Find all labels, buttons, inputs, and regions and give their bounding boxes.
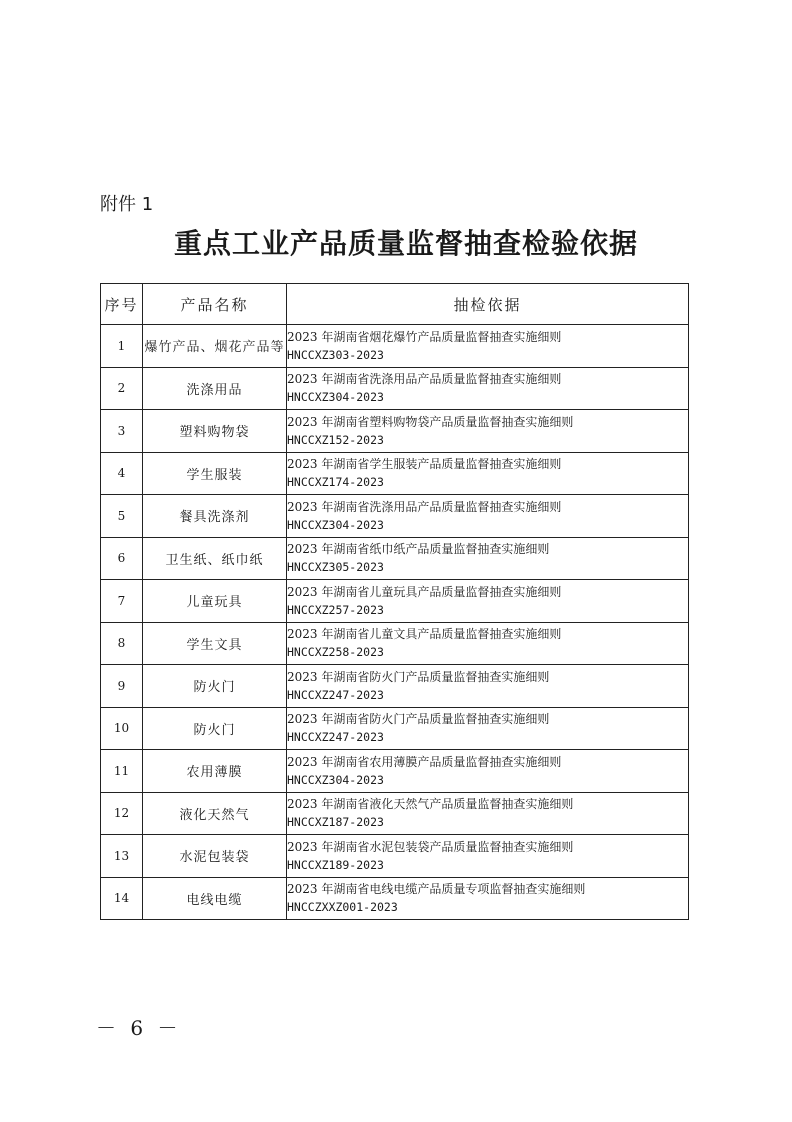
table-row	[101, 877, 689, 920]
row-basis	[287, 537, 689, 580]
basis-title: 2023 年湖南省儿童文具产品质量监督抽查实施细则	[287, 627, 562, 642]
basis-title: 2023 年湖南省纸巾纸产品质量监督抽查实施细则	[287, 542, 550, 557]
basis-code: HNCCXZ304-2023	[287, 772, 384, 787]
basis-code: HNCCXZ189-2023	[287, 857, 384, 872]
row-product: 水泥包装袋	[143, 835, 287, 878]
basis-title: 2023 年湖南省学生服装产品质量监督抽查实施细则	[287, 457, 562, 472]
row-product: 学生文具	[143, 622, 287, 665]
row-seq: 8	[101, 622, 143, 665]
row-product: 农用薄膜	[143, 750, 287, 793]
row-seq: 12	[101, 792, 143, 835]
basis-code: HNCCXZ257-2023	[287, 602, 384, 617]
basis-title: 2023 年湖南省防火门产品质量监督抽查实施细则	[287, 669, 550, 684]
row-seq: 2	[101, 367, 143, 410]
basis-code: HNCCXZ303-2023	[287, 347, 384, 362]
row-basis	[287, 707, 689, 750]
table-row	[101, 580, 689, 623]
table-row	[101, 537, 689, 580]
table-row	[101, 835, 689, 878]
row-basis	[287, 367, 689, 410]
row-product: 学生服装	[143, 452, 287, 495]
row-basis	[287, 580, 689, 623]
row-basis	[287, 622, 689, 665]
row-seq: 13	[101, 835, 143, 878]
basis-code: HNCCXZ152-2023	[287, 432, 384, 447]
table-row	[101, 410, 689, 453]
basis-title: 2023 年湖南省烟花爆竹产品质量监督抽查实施细则	[287, 329, 562, 344]
table-row	[101, 707, 689, 750]
row-basis	[287, 452, 689, 495]
row-product: 防火门	[143, 665, 287, 708]
basis-code: HNCCXZ258-2023	[287, 645, 384, 660]
basis-title: 2023 年湖南省农用薄膜产品质量监督抽查实施细则	[287, 754, 562, 769]
row-seq: 11	[101, 750, 143, 793]
table-row	[101, 452, 689, 495]
basis-title: 2023 年湖南省塑料购物袋产品质量监督抽查实施细则	[287, 414, 574, 429]
basis-code: HNCCXZ174-2023	[287, 475, 384, 490]
row-product: 洗涤用品	[143, 367, 287, 410]
row-seq: 9	[101, 665, 143, 708]
basis-code: HNCCXZ247-2023	[287, 687, 384, 702]
row-product: 爆竹产品、烟花产品等	[143, 325, 287, 368]
basis-code: HNCCXZ187-2023	[287, 815, 384, 830]
page-number: － 6 －	[96, 1016, 182, 1040]
header-product: 产品名称	[143, 284, 287, 325]
table-row	[101, 622, 689, 665]
table-row	[101, 495, 689, 538]
row-basis	[287, 665, 689, 708]
basis-title: 2023 年湖南省防火门产品质量监督抽查实施细则	[287, 712, 550, 727]
row-product: 液化天然气	[143, 792, 287, 835]
basis-code: HNCCXZ247-2023	[287, 730, 384, 745]
basis-title: 2023 年湖南省液化天然气产品质量监督抽查实施细则	[287, 797, 574, 812]
row-product: 塑料购物袋	[143, 410, 287, 453]
row-basis	[287, 835, 689, 878]
row-basis	[287, 325, 689, 368]
table-header-row	[101, 284, 689, 325]
row-basis	[287, 750, 689, 793]
basis-title: 2023 年湖南省电线电缆产品质量专项监督抽查实施细则	[287, 882, 586, 897]
header-seq: 序号	[101, 284, 143, 325]
row-product: 电线电缆	[143, 877, 287, 920]
table-row	[101, 665, 689, 708]
basis-code: HNCCXZ304-2023	[287, 517, 384, 532]
inspection-basis-table	[100, 283, 689, 920]
row-seq: 14	[101, 877, 143, 920]
row-basis	[287, 495, 689, 538]
attachment-label: 附件 1	[100, 194, 154, 215]
basis-title: 2023 年湖南省洗涤用品产品质量监督抽查实施细则	[287, 372, 562, 387]
table-row	[101, 367, 689, 410]
row-seq: 7	[101, 580, 143, 623]
row-seq: 6	[101, 537, 143, 580]
document-title: 重点工业产品质量监督抽查检验依据	[173, 227, 638, 260]
row-product: 餐具洗涤剂	[143, 495, 287, 538]
row-product: 卫生纸、纸巾纸	[143, 537, 287, 580]
row-seq: 4	[101, 452, 143, 495]
row-basis	[287, 792, 689, 835]
header-basis: 抽检依据	[287, 284, 689, 325]
table-row	[101, 792, 689, 835]
basis-title: 2023 年湖南省儿童玩具产品质量监督抽查实施细则	[287, 584, 562, 599]
row-basis	[287, 877, 689, 920]
table-row	[101, 750, 689, 793]
basis-code: HNCCXZ304-2023	[287, 390, 384, 405]
row-product: 儿童玩具	[143, 580, 287, 623]
row-seq: 5	[101, 495, 143, 538]
row-seq: 10	[101, 707, 143, 750]
row-product: 防火门	[143, 707, 287, 750]
basis-code: HNCCXZ305-2023	[287, 560, 384, 575]
basis-title: 2023 年湖南省洗涤用品产品质量监督抽查实施细则	[287, 499, 562, 514]
table-row	[101, 325, 689, 368]
row-seq: 3	[101, 410, 143, 453]
basis-code: HNCCZXXZ001-2023	[287, 900, 398, 915]
row-seq: 1	[101, 325, 143, 368]
row-basis	[287, 410, 689, 453]
basis-title: 2023 年湖南省水泥包装袋产品质量监督抽查实施细则	[287, 839, 574, 854]
